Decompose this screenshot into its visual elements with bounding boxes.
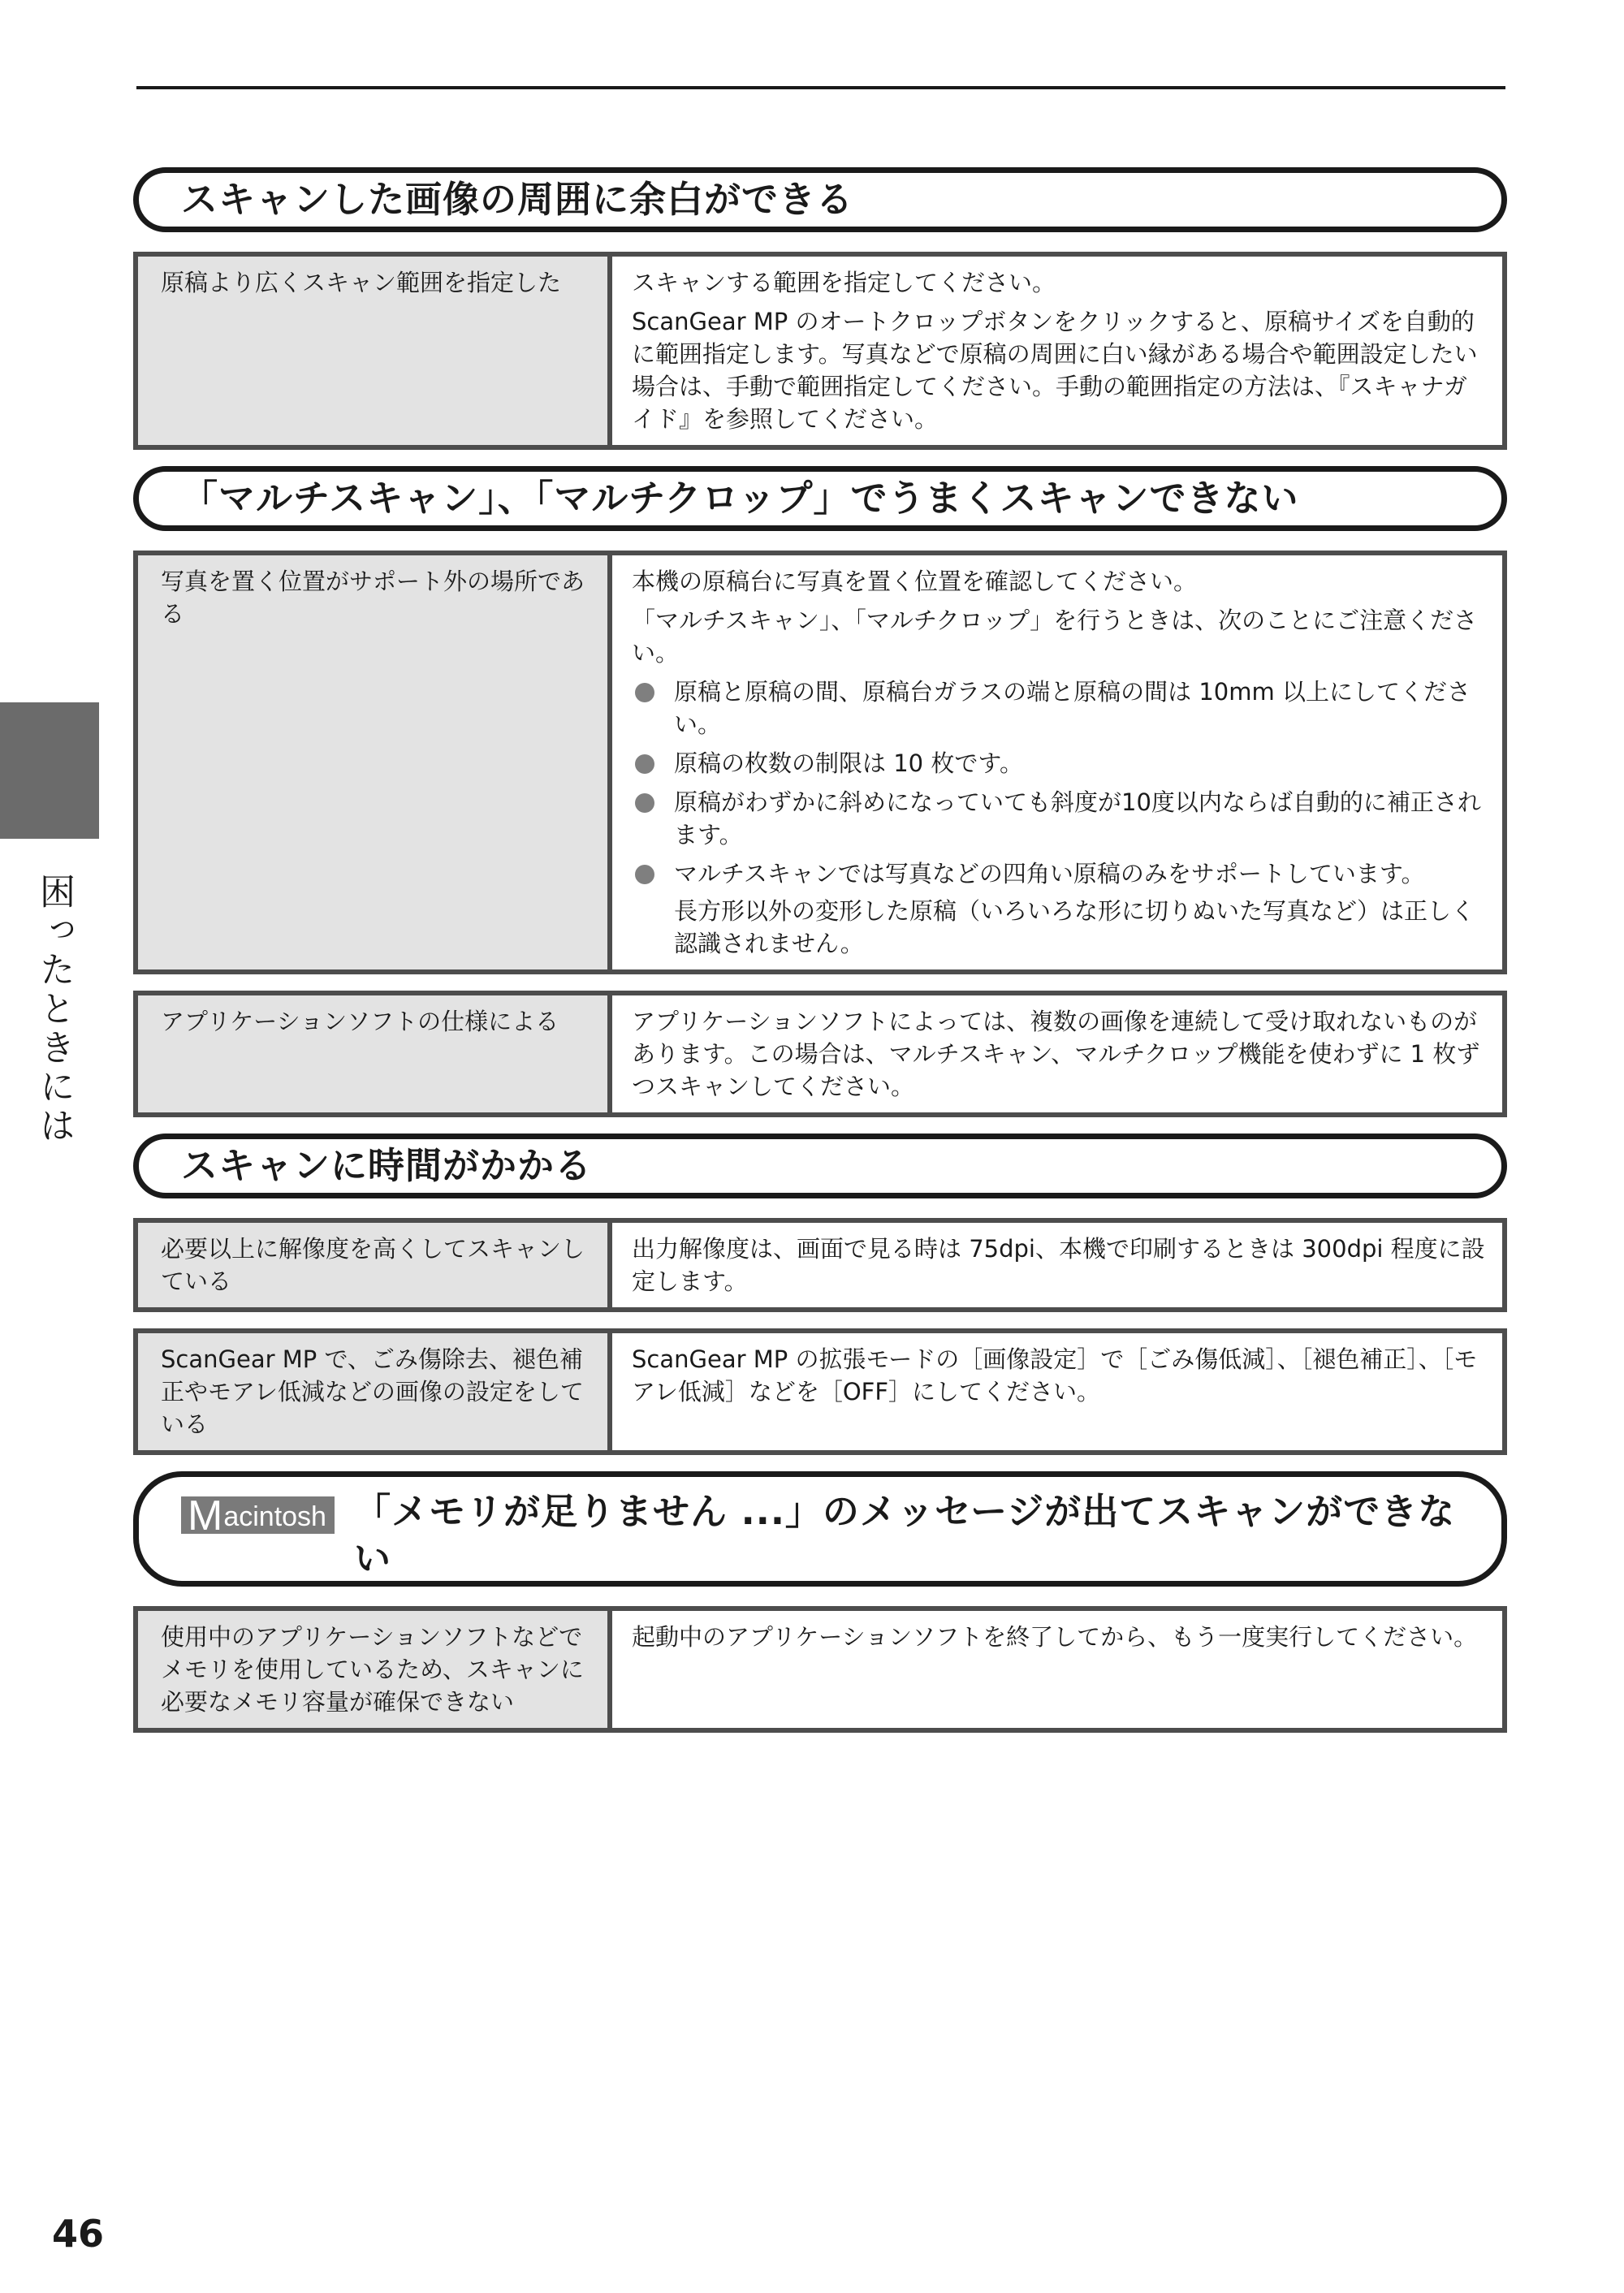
section-heading-text: スキャンした画像の周囲に余白ができる bbox=[181, 178, 854, 221]
solution-text: 出力解像度は、画面で見る時は 75dpi、本機で印刷するときは 300dpi 程度に設定します。 bbox=[632, 1235, 1485, 1295]
bullet-text: マルチスキャンでは写真などの四角い原稿のみをサポートしています。 bbox=[674, 860, 1425, 887]
list-item bbox=[632, 747, 1486, 779]
list-item bbox=[632, 676, 1486, 741]
table-row bbox=[133, 1218, 1507, 1312]
solution-cell bbox=[612, 1333, 1502, 1450]
section-heading-text: スキャンに時間がかかる bbox=[181, 1144, 593, 1187]
table-row bbox=[133, 1328, 1507, 1455]
macintosh-badge-text: acintosh bbox=[223, 1501, 326, 1532]
list-item bbox=[632, 786, 1486, 851]
bullet-icon bbox=[635, 865, 654, 884]
macintosh-badge-initial: M bbox=[188, 1492, 223, 1539]
table-row bbox=[133, 252, 1507, 450]
page-number: 46 bbox=[52, 2212, 105, 2256]
solution-cell bbox=[612, 1223, 1502, 1307]
solution-text: ScanGear MP のオートクロップボタンをクリックすると、原稿サイズを自動的に範囲指定します。写真などで原稿の周囲に白い縁がある場合や範囲設定したい場合は、手動で範囲指定してください。手動の範囲指定の方法は、『スキャナガイド』を参照してください。 bbox=[632, 308, 1478, 433]
section-heading-slow-scan bbox=[133, 1134, 1507, 1198]
section-heading-text: 「メモリが足りません ...」のメッセージが出てスキャンができない bbox=[353, 1490, 1456, 1580]
cause-cell: 原稿より広くスキャン範囲を指定した bbox=[138, 257, 612, 445]
solution-cell bbox=[612, 257, 1502, 445]
solution-text: 本機の原稿台に写真を置く位置を確認してください。 bbox=[632, 568, 1198, 595]
solution-text: アプリケーションソフトによっては、複数の画像を連続して受け取れないものがあります。この場合は、マルチスキャン、マルチクロップ機能を使わずに 1 枚ずつスキャンしてください。 bbox=[632, 1008, 1480, 1100]
table-row bbox=[133, 551, 1507, 974]
solution-cell bbox=[612, 995, 1502, 1112]
chapter-label: 困ったときには bbox=[33, 873, 75, 1146]
bullet-text: 原稿と原稿の間、原稿台ガラスの端と原稿の間は 10mm 以上にしてください。 bbox=[674, 678, 1471, 738]
bullet-icon bbox=[635, 683, 654, 702]
bullet-icon bbox=[635, 793, 654, 813]
solution-text: 「マルチスキャン」、「マルチクロップ」を行うときは、次のことにご注意ください。 bbox=[632, 607, 1478, 667]
cause-cell: アプリケーションソフトの仕様による bbox=[138, 995, 612, 1112]
section-heading-text: 「マルチスキャン」、「マルチクロップ」でうまくスキャンできない bbox=[181, 477, 1299, 520]
solution-text: ScanGear MP の拡張モードの［画像設定］で［ごみ傷低減］、［褪色補正］、［モアレ低減］などを［OFF］にしてください。 bbox=[632, 1345, 1478, 1406]
cause-cell: 写真を置く位置がサポート外の場所である bbox=[138, 555, 612, 969]
bullet-list bbox=[632, 676, 1486, 960]
list-item bbox=[632, 857, 1486, 960]
top-rule bbox=[136, 86, 1505, 89]
section-heading-memory bbox=[133, 1471, 1507, 1587]
bullet-icon bbox=[635, 754, 654, 774]
cause-cell: 使用中のアプリケーションソフトなどでメモリを使用しているため、スキャンに必要なメモリ容量が確保できない bbox=[138, 1611, 612, 1728]
section-heading-margins bbox=[133, 167, 1507, 232]
solution-text: スキャンする範囲を指定してください。 bbox=[632, 269, 1056, 296]
macintosh-badge bbox=[181, 1492, 335, 1539]
section-heading-multiscan bbox=[133, 466, 1507, 531]
table-row bbox=[133, 1606, 1507, 1733]
cause-cell: 必要以上に解像度を高くしてスキャンしている bbox=[138, 1223, 612, 1307]
table-row bbox=[133, 991, 1507, 1117]
cause-cell: ScanGear MP で、ごみ傷除去、褪色補正やモアレ低減などの画像の設定をしている bbox=[138, 1333, 612, 1450]
bullet-text: 原稿の枚数の制限は 10 枚です。 bbox=[674, 749, 1024, 777]
solution-cell bbox=[612, 555, 1502, 969]
solution-text: 起動中のアプリケーションソフトを終了してから、もう一度実行してください。 bbox=[632, 1623, 1478, 1651]
chapter-tab bbox=[0, 702, 99, 839]
solution-cell bbox=[612, 1611, 1502, 1728]
bullet-text: 原稿がわずかに斜めになっていても斜度が10度以内ならば自動的に補正されます。 bbox=[674, 788, 1481, 849]
troubleshooting-content bbox=[133, 167, 1507, 1749]
bullet-note: 長方形以外の変形した原稿（いろいろな形に切りぬいた写真など）は正しく認識されません。 bbox=[674, 897, 1475, 957]
